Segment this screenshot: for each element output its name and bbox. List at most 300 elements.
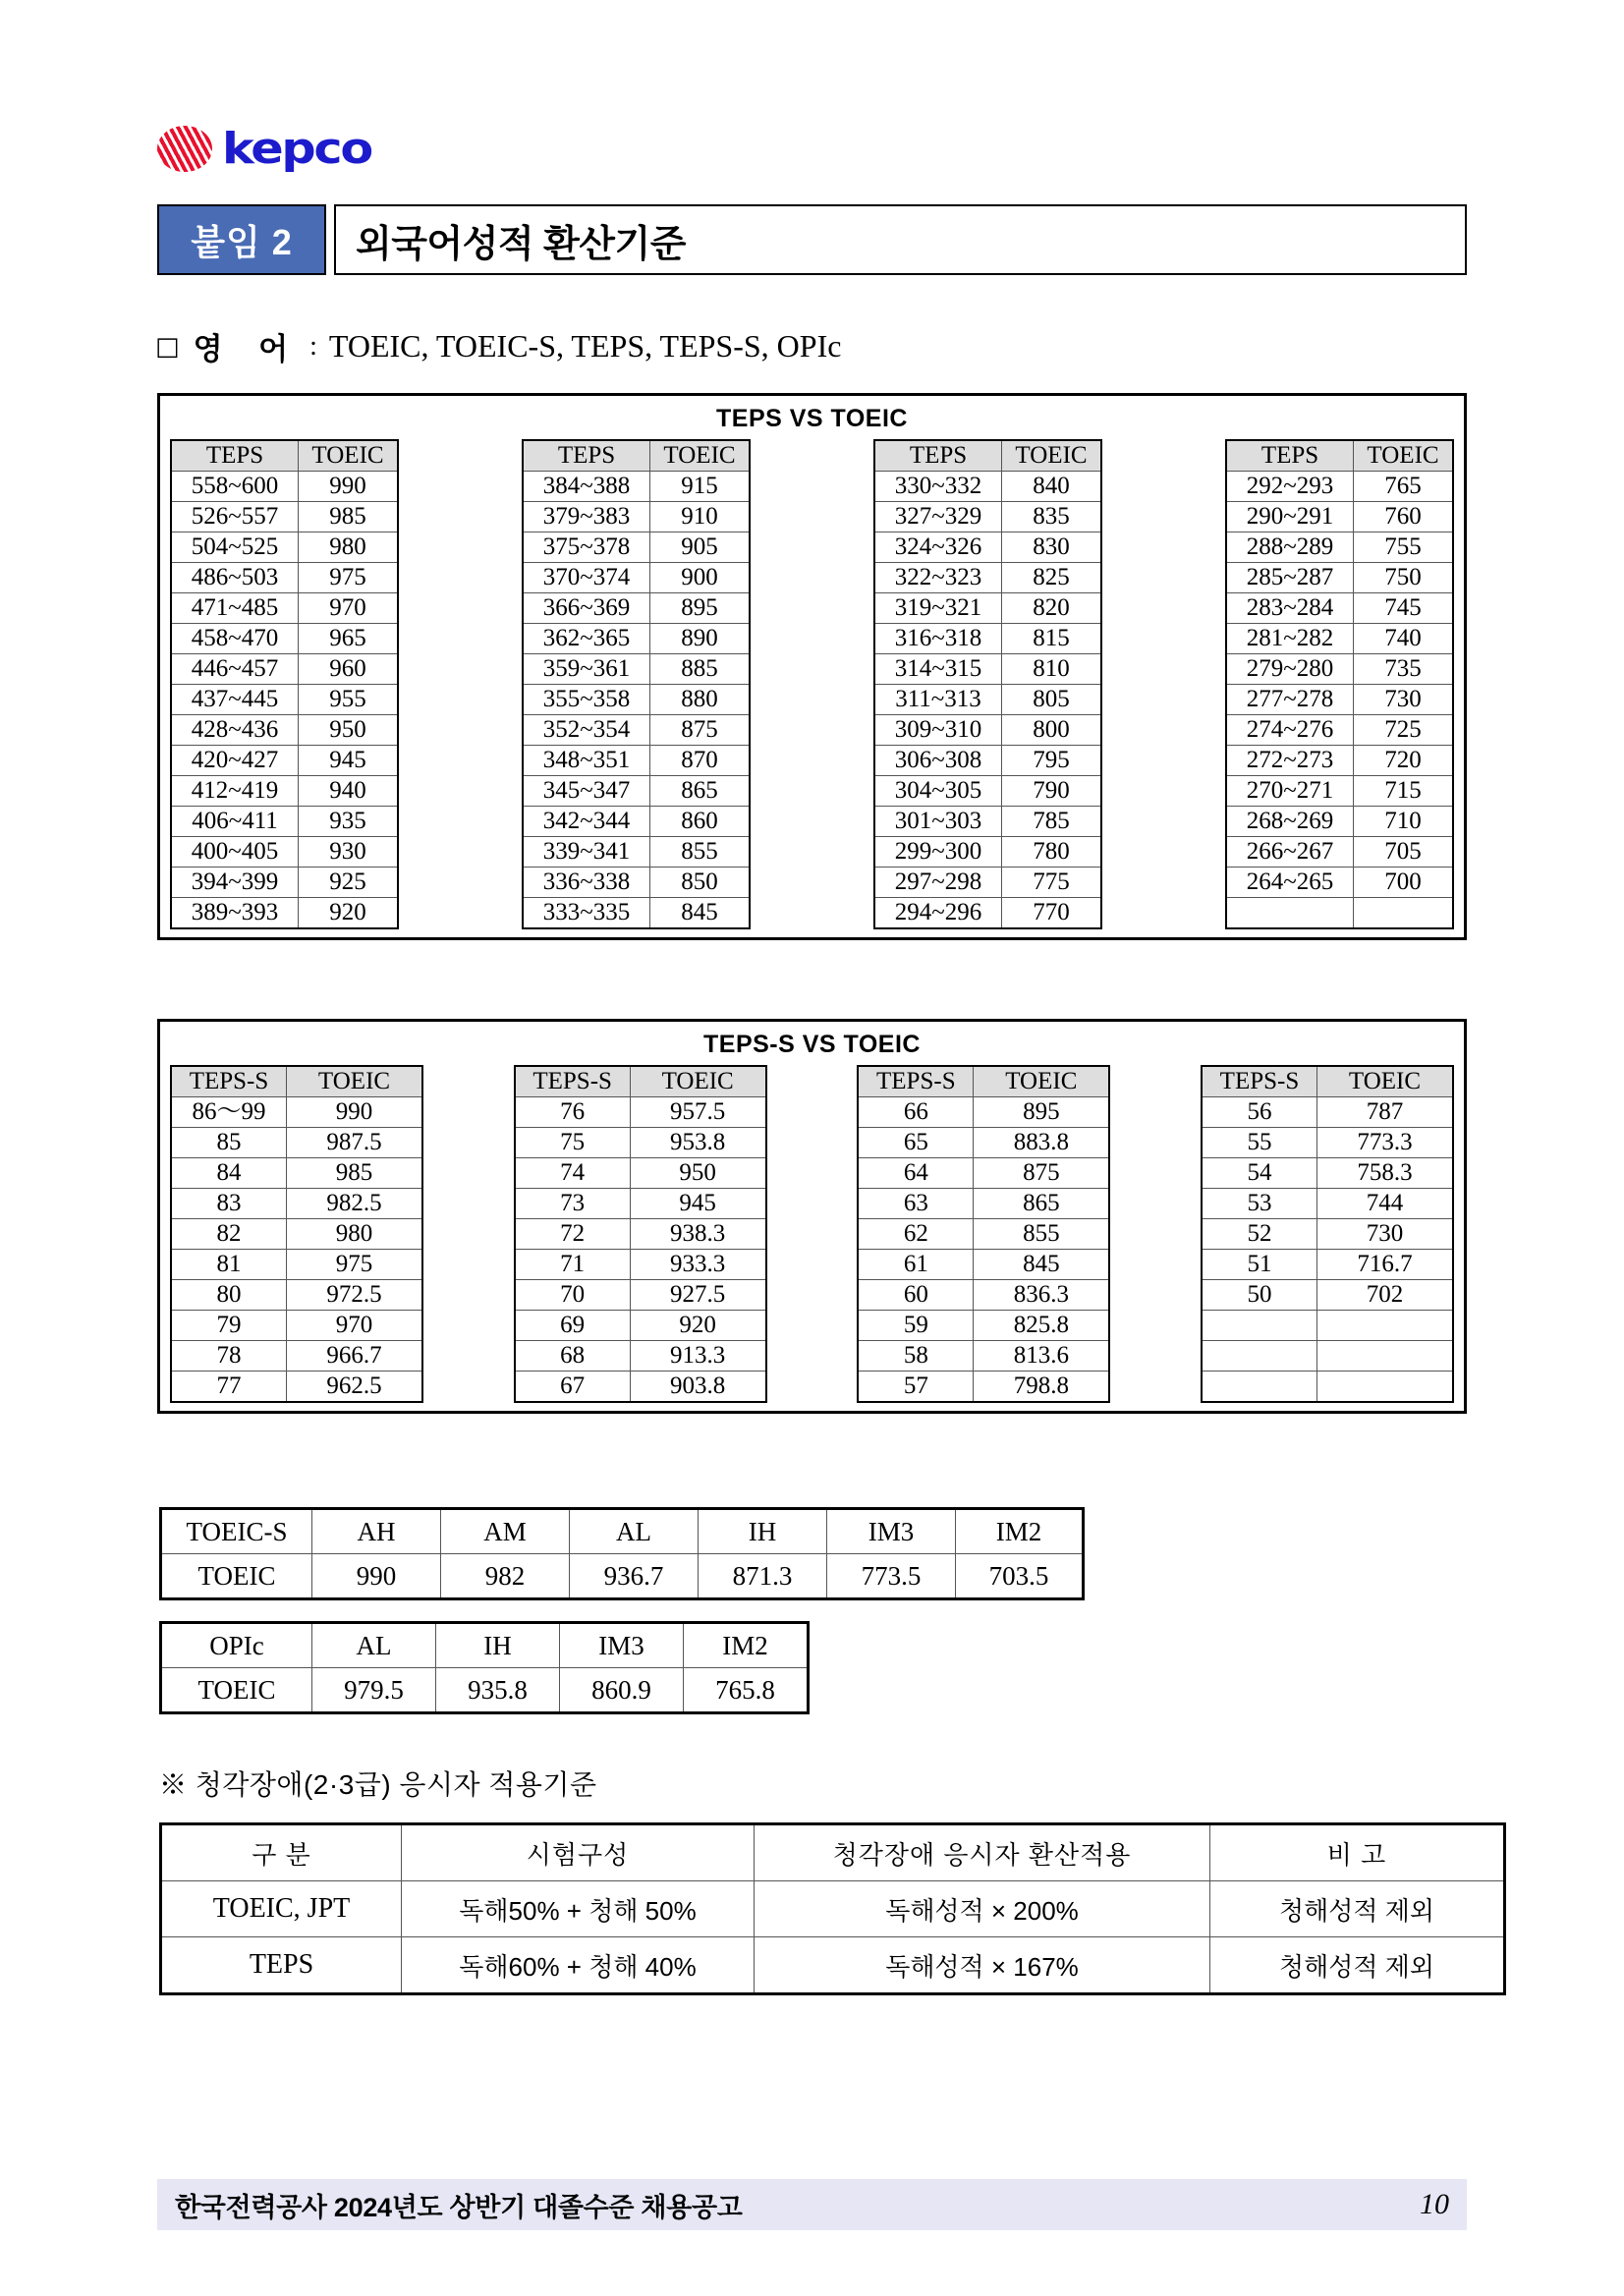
table-row	[874, 532, 1101, 563]
toeic-score-cell: 985	[299, 502, 399, 532]
table-row	[1226, 837, 1453, 868]
toeic-score-cell: 820	[1002, 593, 1102, 624]
score-range-cell: 406~411	[171, 807, 299, 837]
table-row	[1226, 502, 1453, 532]
score-range-cell: 264~265	[1226, 868, 1354, 898]
table-header-row	[1226, 440, 1453, 472]
column-header: TOEIC	[1316, 1066, 1453, 1097]
table-row	[171, 685, 398, 715]
toeic-score-cell: 985	[287, 1158, 423, 1189]
column-header: TEPS-S	[171, 1066, 287, 1097]
toeic-score-cell: 703.5	[956, 1554, 1084, 1599]
toeic-score-cell: 730	[1354, 685, 1454, 715]
toeic-score-cell: 875	[974, 1158, 1110, 1189]
table-row	[874, 807, 1101, 837]
column-header: TEPS	[874, 440, 1002, 472]
grade-label-cell: IM3	[560, 1623, 684, 1668]
score-range-cell: 345~347	[523, 776, 650, 807]
toeic-score-cell: 883.8	[974, 1128, 1110, 1158]
score-range-cell: 330~332	[874, 472, 1002, 502]
toeic-score-cell: 745	[1354, 593, 1454, 624]
table-row	[1202, 1189, 1453, 1219]
score-range-cell: 428~436	[171, 715, 299, 746]
grade-label-cell: AL	[312, 1623, 436, 1668]
table-row	[523, 837, 750, 868]
toeic-score-cell: 790	[1002, 776, 1102, 807]
toeic-score-cell: 835	[1002, 502, 1102, 532]
score-range-cell: 268~269	[1226, 807, 1354, 837]
toeic-score-cell: 825	[1002, 563, 1102, 593]
score-range-cell: 297~298	[874, 868, 1002, 898]
score-range-cell: 342~344	[523, 807, 650, 837]
score-range-cell: 362~365	[523, 624, 650, 654]
score-range-cell: 85	[171, 1128, 287, 1158]
toeic-score-cell: 798.8	[974, 1372, 1110, 1403]
conversion-group-2	[522, 439, 751, 929]
table-row	[523, 898, 750, 929]
table-row	[515, 1189, 766, 1219]
table-row	[515, 1311, 766, 1341]
table-row	[523, 532, 750, 563]
conversion-group-3	[857, 1065, 1110, 1403]
table-row	[523, 654, 750, 685]
toeic-score-cell: 725	[1354, 715, 1454, 746]
toeic-score-cell: 980	[287, 1219, 423, 1250]
rule-cell: 독해성적 × 167%	[755, 1937, 1210, 1994]
table-row	[1202, 1341, 1453, 1372]
toeic-score-cell: 813.6	[974, 1341, 1110, 1372]
table-row	[171, 1250, 422, 1280]
table-row	[171, 532, 398, 563]
score-range-cell: 292~293	[1226, 472, 1354, 502]
conversion-group-2	[514, 1065, 767, 1403]
score-range-cell: 67	[515, 1372, 631, 1403]
rule-cell: 독해성적 × 200%	[755, 1881, 1210, 1937]
score-range-cell: 324~326	[874, 532, 1002, 563]
grade-label-cell: AH	[312, 1509, 441, 1554]
table-row	[515, 1341, 766, 1372]
score-range-cell: 83	[171, 1189, 287, 1219]
column-header: TEPS-S	[515, 1066, 631, 1097]
toeic-score-cell: 953.8	[630, 1128, 766, 1158]
toeic-score-cell	[1354, 898, 1454, 929]
table-row	[1226, 472, 1453, 502]
toeic-score-cell: 730	[1316, 1219, 1453, 1250]
score-range-cell: 75	[515, 1128, 631, 1158]
table-row	[1202, 1219, 1453, 1250]
table-row	[874, 685, 1101, 715]
conversion-group-4	[1201, 1065, 1454, 1403]
score-range-cell: 375~378	[523, 532, 650, 563]
toeic-score-cell: 805	[1002, 685, 1102, 715]
hearing-impairment-note: ※ 청각장애(2·3급) 응시자 적용기준	[159, 1769, 597, 1800]
table-row	[858, 1219, 1109, 1250]
toeic-score-cell: 903.8	[630, 1372, 766, 1403]
score-range-cell: 56	[1202, 1097, 1317, 1128]
table-row	[171, 472, 398, 502]
score-range-cell: 306~308	[874, 746, 1002, 776]
table-row	[523, 715, 750, 746]
score-range-cell: 359~361	[523, 654, 650, 685]
table-row	[1226, 685, 1453, 715]
toeic-score-cell: 950	[630, 1158, 766, 1189]
kepco-logo-mark-icon	[157, 126, 212, 172]
toeic-score-cell: 970	[299, 593, 399, 624]
table-row	[1202, 1372, 1453, 1403]
table-row	[858, 1280, 1109, 1311]
table-row	[1226, 776, 1453, 807]
toeic-score-cell: 935.8	[436, 1668, 560, 1713]
toeic-score-cell: 955	[299, 685, 399, 715]
table-row	[1226, 807, 1453, 837]
score-range-cell: 379~383	[523, 502, 650, 532]
score-range-cell: 283~284	[1226, 593, 1354, 624]
table-header-row	[171, 440, 398, 472]
column-header: 비 고	[1210, 1824, 1505, 1881]
toeic-score-cell: 927.5	[630, 1280, 766, 1311]
toeic-score-cell: TOEIC	[161, 1668, 312, 1713]
table-row	[523, 624, 750, 654]
toeic-score-cell: 702	[1316, 1280, 1453, 1311]
table-row	[515, 1097, 766, 1128]
table-row	[874, 593, 1101, 624]
table-row	[171, 1189, 422, 1219]
score-range-cell: 69	[515, 1311, 631, 1341]
grade-label-cell: OPIc	[161, 1623, 312, 1668]
toeic-score-cell: 773.5	[827, 1554, 956, 1599]
score-range-cell: 277~278	[1226, 685, 1354, 715]
score-range-cell: 50	[1202, 1280, 1317, 1311]
score-range-cell: 60	[858, 1280, 974, 1311]
table-row	[171, 1097, 422, 1128]
score-range-cell: 270~271	[1226, 776, 1354, 807]
score-range-cell: 366~369	[523, 593, 650, 624]
page-footer	[157, 2179, 1467, 2230]
score-range-cell: 70	[515, 1280, 631, 1311]
score-range-cell: 504~525	[171, 532, 299, 563]
score-range-cell: 311~313	[874, 685, 1002, 715]
score-range-cell	[1202, 1372, 1317, 1403]
toeic-score-cell: 795	[1002, 746, 1102, 776]
column-header: TOEIC	[287, 1066, 423, 1097]
score-range-cell: 471~485	[171, 593, 299, 624]
score-range-cell: 288~289	[1226, 532, 1354, 563]
column-header: TOEIC	[1002, 440, 1102, 472]
score-range-cell: 65	[858, 1128, 974, 1158]
score-range-cell: 348~351	[523, 746, 650, 776]
toeic-score-cell: 920	[299, 898, 399, 929]
table-row	[874, 715, 1101, 746]
score-range-cell: 66	[858, 1097, 974, 1128]
toeic-score-cell: 945	[630, 1189, 766, 1219]
toeic-score-cell: 830	[1002, 532, 1102, 563]
table-row	[874, 654, 1101, 685]
bullet-square-icon: □	[155, 331, 180, 362]
toeic-s-conversion-table	[159, 1507, 1085, 1600]
column-header: TOEIC	[1354, 440, 1454, 472]
score-range-cell: 61	[858, 1250, 974, 1280]
column-header: 청각장애 응시자 환산적용	[755, 1824, 1210, 1881]
table-header-row	[874, 440, 1101, 472]
table-row	[171, 1280, 422, 1311]
grade-label-cell: IM3	[827, 1509, 956, 1554]
score-range-cell: 86〜99	[171, 1097, 287, 1128]
kepco-logo	[157, 123, 372, 174]
score-range-cell: 322~323	[874, 563, 1002, 593]
score-range-cell: 58	[858, 1341, 974, 1372]
score-range-cell: 64	[858, 1158, 974, 1189]
score-range-cell: 352~354	[523, 715, 650, 746]
toeic-score-cell: 950	[299, 715, 399, 746]
table-row	[523, 807, 750, 837]
table-row	[171, 1219, 422, 1250]
toeic-score-cell: 890	[650, 624, 751, 654]
table-row	[171, 898, 398, 929]
grade-label-cell: IH	[699, 1509, 827, 1554]
toeic-score-cell: 750	[1354, 563, 1454, 593]
toeic-score-cell: TOEIC	[161, 1554, 312, 1599]
table-row	[515, 1219, 766, 1250]
table-row	[874, 746, 1101, 776]
score-range-cell: 72	[515, 1219, 631, 1250]
toeic-score-cell: 915	[650, 472, 751, 502]
teps-vs-toeic-title: TEPS VS TOEIC	[716, 405, 908, 432]
table-row	[858, 1341, 1109, 1372]
table-row	[874, 776, 1101, 807]
toeic-score-cell: 800	[1002, 715, 1102, 746]
table-row	[515, 1280, 766, 1311]
table-row	[1202, 1128, 1453, 1158]
opic-conversion-table	[159, 1621, 810, 1714]
score-range-cell: 59	[858, 1311, 974, 1341]
toeic-score-cell: 760	[1354, 502, 1454, 532]
toeic-score-cell: 755	[1354, 532, 1454, 563]
toeic-score-cell: 770	[1002, 898, 1102, 929]
score-range-cell: 327~329	[874, 502, 1002, 532]
conversion-group-4	[1225, 439, 1454, 929]
score-range-cell: 526~557	[171, 502, 299, 532]
score-range-cell: 309~310	[874, 715, 1002, 746]
score-range-cell: 78	[171, 1341, 287, 1372]
table-row	[858, 1372, 1109, 1403]
toeic-score-cell: 980	[299, 532, 399, 563]
toeic-score-cell	[1316, 1372, 1453, 1403]
score-range-cell: 304~305	[874, 776, 1002, 807]
toeic-score-cell: 810	[1002, 654, 1102, 685]
attachment-header	[157, 204, 1467, 275]
table-row	[161, 1554, 1084, 1599]
toeic-score-cell: 850	[650, 868, 751, 898]
toeic-score-cell: 930	[299, 837, 399, 868]
score-range-cell: 73	[515, 1189, 631, 1219]
toeic-score-cell: 845	[974, 1250, 1110, 1280]
table-row	[171, 1372, 422, 1403]
score-range-cell: 290~291	[1226, 502, 1354, 532]
toeic-score-cell	[1316, 1341, 1453, 1372]
table-header-row	[515, 1066, 766, 1097]
score-range-cell: 394~399	[171, 868, 299, 898]
table-row	[874, 624, 1101, 654]
table-row	[515, 1250, 766, 1280]
toeic-score-cell: 744	[1316, 1189, 1453, 1219]
score-range-cell: 314~315	[874, 654, 1002, 685]
score-range-cell: 63	[858, 1189, 974, 1219]
grade-label-cell: IH	[436, 1623, 560, 1668]
table-row	[858, 1250, 1109, 1280]
test-name-cell: TEPS	[161, 1937, 402, 1994]
table-row	[874, 472, 1101, 502]
table-row	[1202, 1250, 1453, 1280]
table-row	[171, 1341, 422, 1372]
toeic-score-cell: 880	[650, 685, 751, 715]
toeic-score-cell: 865	[974, 1189, 1110, 1219]
score-range-cell: 301~303	[874, 807, 1002, 837]
conversion-group-3	[873, 439, 1102, 929]
score-range-cell: 80	[171, 1280, 287, 1311]
table-row	[1226, 563, 1453, 593]
table-row	[171, 654, 398, 685]
toeic-score-cell: 780	[1002, 837, 1102, 868]
table-row	[1226, 715, 1453, 746]
toeic-score-cell: 970	[287, 1311, 423, 1341]
score-range-cell: 55	[1202, 1128, 1317, 1158]
table-header-row	[523, 440, 750, 472]
table-row	[523, 593, 750, 624]
toeic-score-cell: 855	[650, 837, 751, 868]
kepco-logo-wordmark: kepco	[222, 123, 372, 174]
table-row	[874, 502, 1101, 532]
table-row	[171, 868, 398, 898]
rule-cell: 독해60% + 청해 40%	[402, 1937, 755, 1994]
tepss-vs-toeic-title: TEPS-S VS TOEIC	[703, 1031, 921, 1058]
toeic-score-cell: 710	[1354, 807, 1454, 837]
score-range-cell: 53	[1202, 1189, 1317, 1219]
score-range-cell: 294~296	[874, 898, 1002, 929]
table-row	[515, 1158, 766, 1189]
table-row	[171, 1158, 422, 1189]
column-header: TEPS	[171, 440, 299, 472]
toeic-score-cell: 758.3	[1316, 1158, 1453, 1189]
table-row	[874, 898, 1101, 929]
table-row	[171, 1311, 422, 1341]
table-row	[523, 868, 750, 898]
table-row	[161, 1668, 809, 1713]
table-row	[515, 1372, 766, 1403]
table-row	[161, 1509, 1084, 1554]
score-range-cell: 82	[171, 1219, 287, 1250]
table-row	[1202, 1280, 1453, 1311]
table-row	[171, 624, 398, 654]
grade-label-cell: IM2	[956, 1509, 1084, 1554]
column-header: TEPS-S	[1202, 1066, 1317, 1097]
table-row	[523, 746, 750, 776]
toeic-score-cell: 925	[299, 868, 399, 898]
toeic-score-cell: 740	[1354, 624, 1454, 654]
toeic-score-cell: 982	[441, 1554, 570, 1599]
score-range-cell: 412~419	[171, 776, 299, 807]
table-row	[171, 563, 398, 593]
toeic-score-cell: 935	[299, 807, 399, 837]
table-row	[171, 837, 398, 868]
column-header: TOEIC	[299, 440, 399, 472]
table-row	[171, 502, 398, 532]
toeic-score-cell: 936.7	[570, 1554, 699, 1599]
score-range-cell: 355~358	[523, 685, 650, 715]
toeic-score-cell: 840	[1002, 472, 1102, 502]
score-range-cell: 558~600	[171, 472, 299, 502]
toeic-score-cell: 990	[287, 1097, 423, 1128]
column-header: TEPS	[523, 440, 650, 472]
score-range-cell: 84	[171, 1158, 287, 1189]
toeic-score-cell: 871.3	[699, 1554, 827, 1599]
score-range-cell: 281~282	[1226, 624, 1354, 654]
score-range-cell: 333~335	[523, 898, 650, 929]
score-range-cell	[1226, 898, 1354, 929]
toeic-score-cell: 982.5	[287, 1189, 423, 1219]
toeic-score-cell: 705	[1354, 837, 1454, 868]
subtitle-label: 영 어	[193, 332, 303, 366]
table-row	[523, 776, 750, 807]
table-row	[161, 1881, 1505, 1937]
toeic-score-cell: 895	[974, 1097, 1110, 1128]
toeic-score-cell: 920	[630, 1311, 766, 1341]
table-row	[858, 1311, 1109, 1341]
section-subtitle	[155, 324, 841, 368]
column-header: TOEIC	[974, 1066, 1110, 1097]
toeic-score-cell: 836.3	[974, 1280, 1110, 1311]
table-header-row	[161, 1824, 1505, 1881]
table-row	[161, 1623, 809, 1668]
table-row	[171, 746, 398, 776]
table-row	[171, 807, 398, 837]
grade-label-cell: AM	[441, 1509, 570, 1554]
table-row	[858, 1097, 1109, 1128]
toeic-score-cell: 938.3	[630, 1219, 766, 1250]
table-header-row	[1202, 1066, 1453, 1097]
toeic-score-cell: 940	[299, 776, 399, 807]
toeic-score-cell: 845	[650, 898, 751, 929]
table-row	[171, 593, 398, 624]
score-range-cell: 400~405	[171, 837, 299, 868]
toeic-score-cell: 860	[650, 807, 751, 837]
toeic-score-cell: 965	[299, 624, 399, 654]
toeic-score-cell: 765	[1354, 472, 1454, 502]
toeic-score-cell: 716.7	[1316, 1250, 1453, 1280]
toeic-score-cell: 962.5	[287, 1372, 423, 1403]
table-row	[874, 563, 1101, 593]
score-range-cell: 52	[1202, 1219, 1317, 1250]
conversion-group-1	[170, 439, 399, 929]
test-name-cell: TOEIC, JPT	[161, 1881, 402, 1937]
toeic-score-cell: 875	[650, 715, 751, 746]
table-row	[1202, 1097, 1453, 1128]
table-row	[523, 563, 750, 593]
toeic-score-cell: 933.3	[630, 1250, 766, 1280]
table-row	[874, 868, 1101, 898]
table-row	[1226, 654, 1453, 685]
score-range-cell: 384~388	[523, 472, 650, 502]
table-row	[171, 715, 398, 746]
table-row	[515, 1128, 766, 1158]
table-header-row	[171, 1066, 422, 1097]
score-range-cell: 77	[171, 1372, 287, 1403]
teps-vs-toeic-table	[157, 393, 1467, 940]
score-range-cell: 339~341	[523, 837, 650, 868]
score-range-cell: 274~276	[1226, 715, 1354, 746]
score-range-cell: 446~457	[171, 654, 299, 685]
column-header: TOEIC	[630, 1066, 766, 1097]
toeic-score-cell: 987.5	[287, 1128, 423, 1158]
